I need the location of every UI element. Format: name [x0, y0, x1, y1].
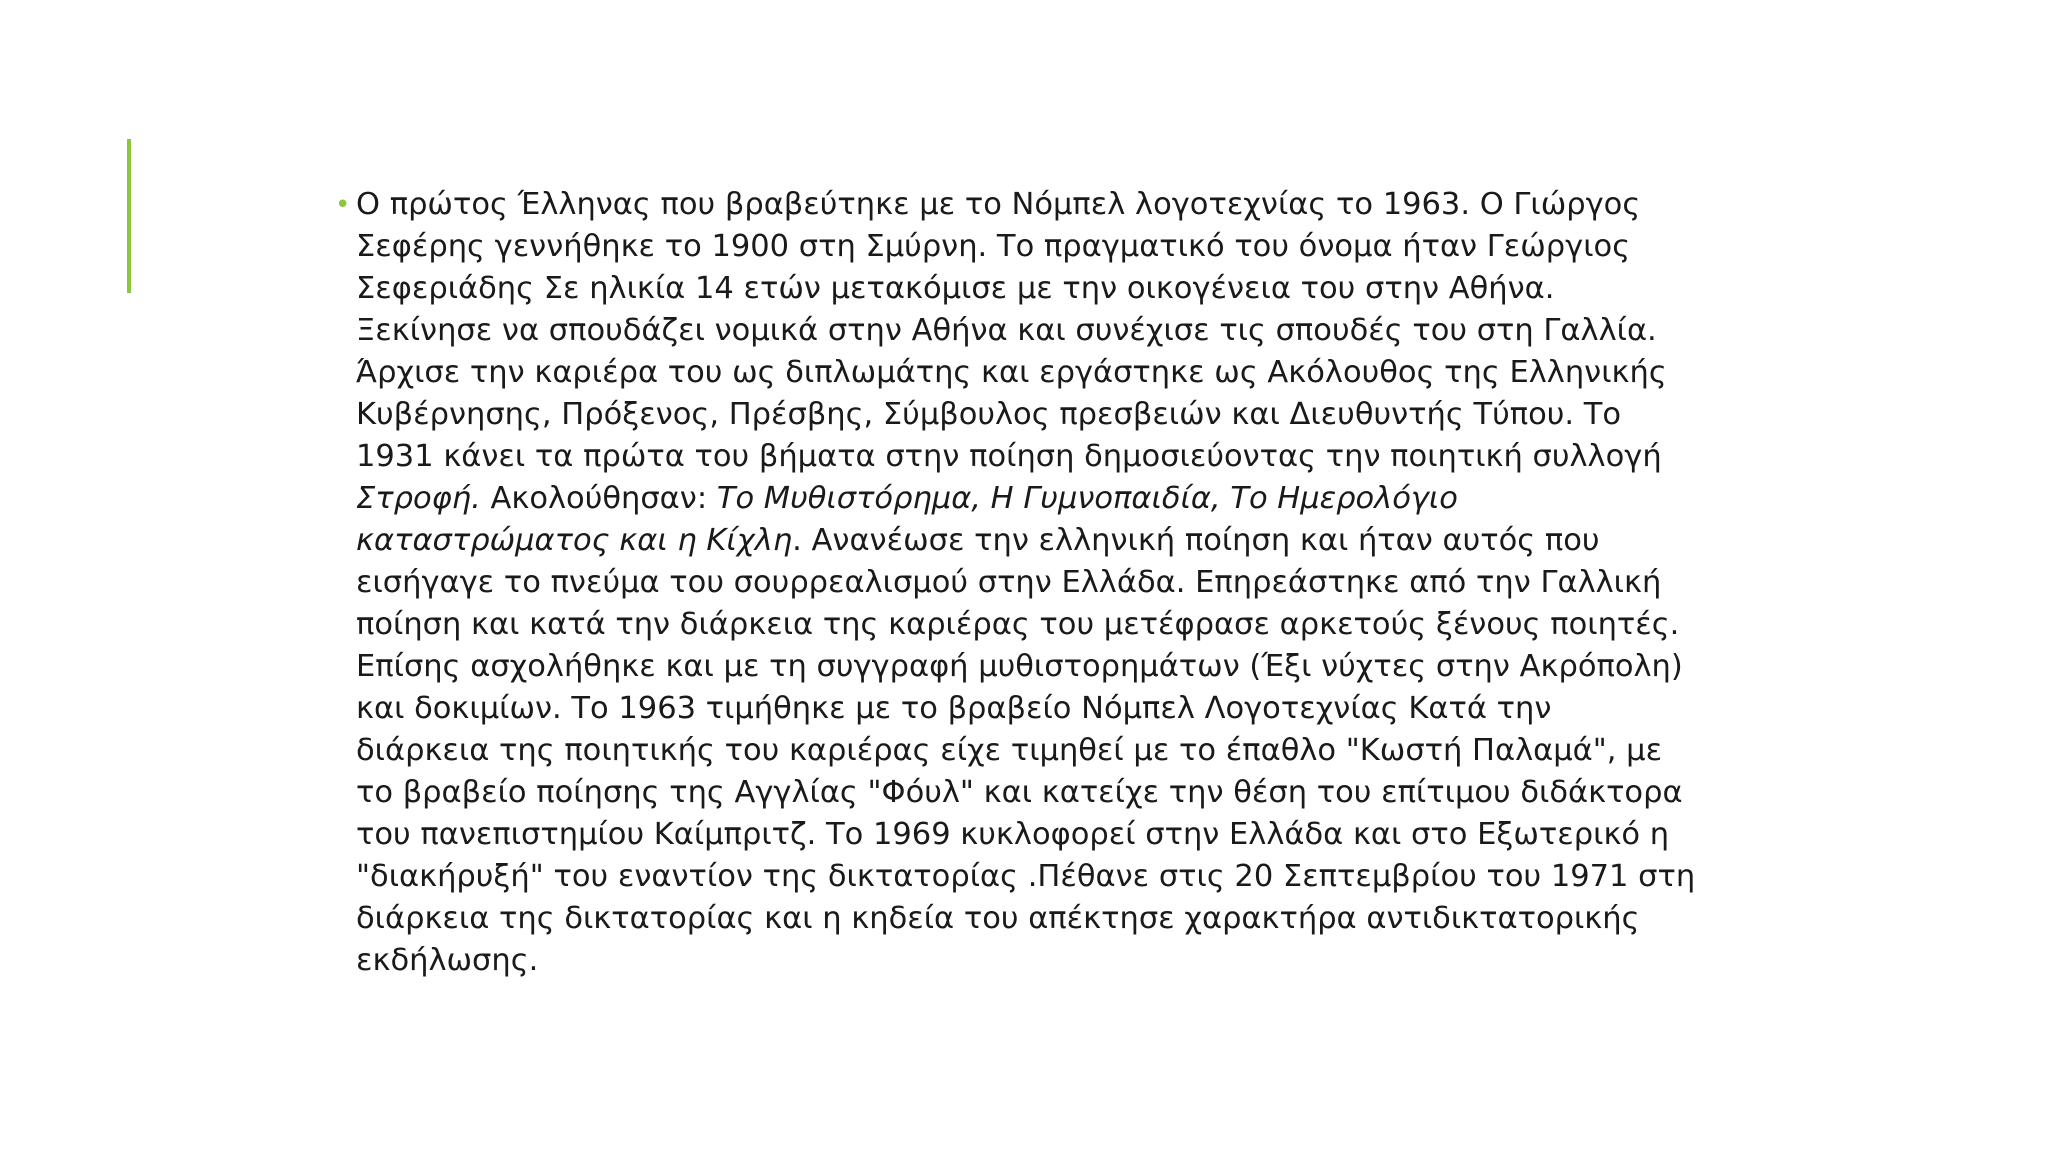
italic-title: καταστρώματος και η Κίχλη	[356, 523, 793, 558]
paragraph-text	[356, 184, 1726, 982]
accent-bar	[127, 139, 131, 293]
text-line	[356, 478, 1726, 520]
bullet-item	[336, 184, 1726, 982]
italic-title: Στροφή.	[356, 481, 481, 516]
bullet-icon: •	[335, 190, 351, 220]
text-line	[356, 310, 1726, 352]
text-line	[356, 898, 1726, 940]
text-segment: Σεφέρης γεννήθηκε το 1900 στη Σμύρνη. Το πραγματικό του όνομα ήταν Γεώργιος	[356, 229, 1631, 264]
text-line	[356, 520, 1726, 562]
text-line	[356, 856, 1726, 898]
text-line	[356, 730, 1726, 772]
text-segment: Ο πρώτος Έλληνας που βραβεύτηκε με το Νόμπελ λογοτεχνίας το 1963. Ο Γιώργος	[356, 187, 1641, 222]
text-segment: Άρχισε την καριέρα του ως διπλωμάτης και εργάστηκε ως Ακόλουθος της Ελληνικής	[356, 355, 1667, 390]
text-line	[356, 562, 1726, 604]
text-segment: Ακολούθησαν:	[480, 481, 717, 516]
text-segment: εισήγαγε το πνεύμα του σουρρεαλισμού στην Ελλάδα. Επηρεάστηκε από την Γαλλική	[356, 565, 1662, 600]
text-line	[356, 226, 1726, 268]
text-line	[356, 772, 1726, 814]
text-segment: "διακήρυξή" του εναντίον της δικτατορίας .Πέθανε στις 20 Σεπτεμβρίου του 1971 στη	[356, 859, 1696, 894]
text-line	[356, 646, 1726, 688]
text-line	[356, 688, 1726, 730]
text-segment: . Ανανέωσε την ελληνική ποίηση και ήταν αυτός που	[792, 523, 1600, 558]
text-line	[356, 604, 1726, 646]
text-segment: ποίηση και κατά την διάρκεια της καριέρας του μετέφρασε αρκετούς ξένους ποιητές.	[356, 607, 1680, 642]
text-segment: το βραβείο ποίησης της Αγγλίας "Φόυλ" και κατείχε την θέση του επίτιμου διδάκτορα	[356, 775, 1683, 810]
text-line	[356, 394, 1726, 436]
italic-title: Το Μυθιστόρημα, Η Γυμνοπαιδία, Το Ημερολόγιο	[716, 481, 1458, 516]
slide-content	[336, 184, 1726, 982]
text-segment: Επίσης ασχολήθηκε και με τη συγγραφή μυθιστορημάτων (Έξι νύχτες στην Ακρόπολη)	[356, 649, 1683, 684]
text-segment: του πανεπιστημίου Καίμπριτζ. Το 1969 κυκλοφορεί στην Ελλάδα και στο Εξωτερικό η	[356, 817, 1670, 852]
text-line	[356, 268, 1726, 310]
text-segment: Κυβέρνησης, Πρόξενος, Πρέσβης, Σύμβουλος πρεσβειών και Διευθυντής Τύπου. Το	[356, 397, 1622, 432]
text-segment: διάρκεια της δικτατορίας και η κηδεία του απέκτησε χαρακτήρα αντιδικτατορικής	[356, 901, 1640, 936]
text-line	[356, 352, 1726, 394]
text-line	[356, 184, 1726, 226]
text-line	[356, 814, 1726, 856]
text-segment: διάρκεια της ποιητικής του καριέρας είχε τιμηθεί με το έπαθλο "Κωστή Παλαμά", με	[356, 733, 1663, 768]
text-segment: Ξεκίνησε να σπουδάζει νομικά στην Αθήνα και συνέχισε τις σπουδές του στη Γαλλία.	[356, 313, 1657, 348]
text-segment: Σεφεριάδης Σε ηλικία 14 ετών μετακόμισε με την οικογένεια του στην Αθήνα.	[356, 271, 1555, 306]
text-segment: 1931 κάνει τα πρώτα του βήματα στην ποίηση δημοσιεύοντας την ποιητική συλλογή	[356, 439, 1662, 474]
text-segment: εκδήλωσης.	[356, 943, 539, 978]
text-line	[356, 436, 1726, 478]
text-line	[356, 940, 1726, 982]
text-segment: και δοκιμίων. Το 1963 τιμήθηκε με το βραβείο Νόμπελ Λογοτεχνίας Κατά την	[356, 691, 1552, 726]
